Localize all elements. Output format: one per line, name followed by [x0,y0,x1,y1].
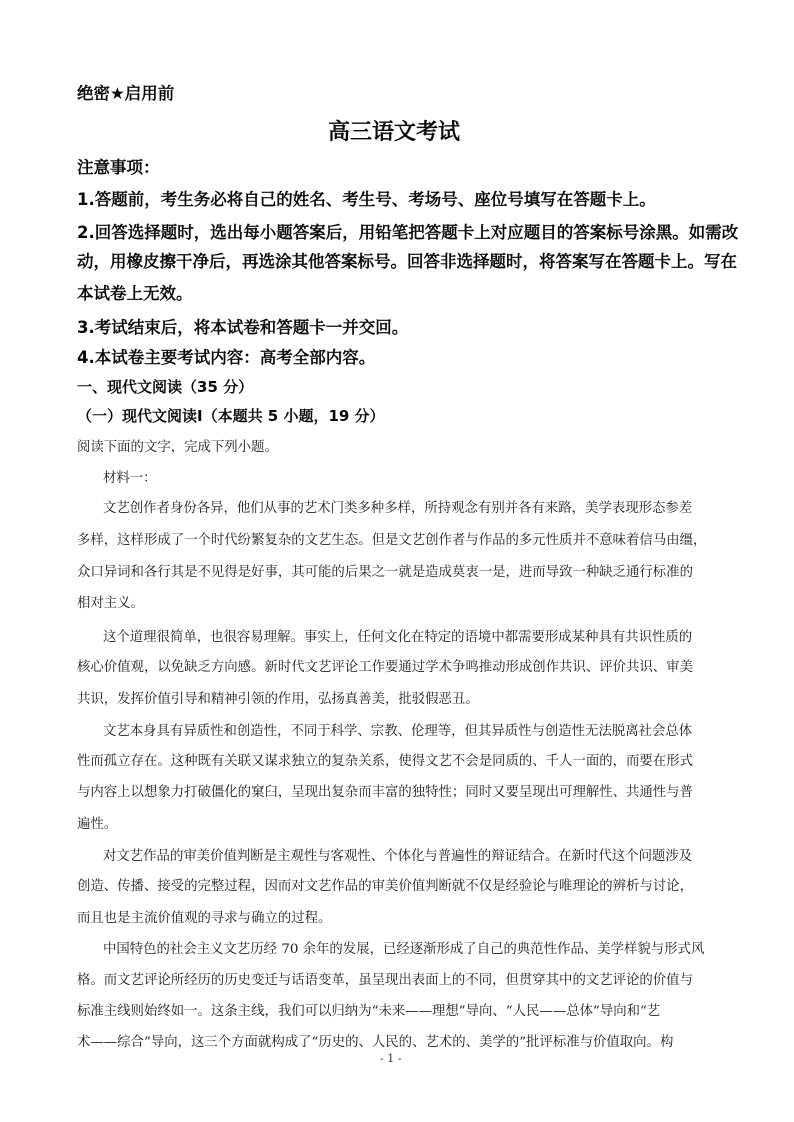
subsection-heading: （一）现代文阅读Ⅰ（本题共 5 小题，19 分） [77,407,385,425]
passage-line: 多样，这样形成了一个时代纷繁复杂的文艺生态。但是文艺创作者与作品的多元性质并不意味着信马由缰， [77,533,707,548]
passage-line: 而且也是主流价值观的寻求与确立的过程。 [77,911,332,926]
material-label: 材料一： [103,471,157,486]
passage-line: 术——综合”导向，这三个方面就构成了“历史的、人民的、艺术的、美学的”批评标准与价值取向。构 [77,1035,674,1050]
passage-line: 这个道理很简单，也很容易理解。事实上，任何文化在特定的语境中都需要形成某种具有共识性质的 [103,630,693,645]
confidential-mark: 绝密★启用前 [77,84,175,103]
notice-heading: 注意事项： [77,158,160,177]
passage-line: 与内容上以想象力打破僵化的窠臼，呈现出复杂而丰富的独特性；同时又要呈现出可理解性、共通性与普 [77,785,693,800]
notice-item-4: 4.本试卷主要考试内容：高考全部内容。 [77,348,376,367]
passage-line: 性而孤立存在。这种既有关联又谋求独立的复杂关系，使得文艺不会是同质的、千人一面的，而要在形式 [77,754,693,769]
passage-line: 格。而文艺评论所经历的历史变迁与话语变革，虽呈现出表面上的不同，但贯穿其中的文艺评论的价值与 [77,973,693,988]
passage-line: 文艺创作者身份各异，他们从事的艺术门类多种多样，所持观念有别并各有来路，美学表现形态参差 [103,501,693,516]
passage-line: 众口异词和各行其是不见得是好事，其可能的后果之一就是造成莫衷一是，进而导致一种缺乏通行标准的 [77,565,693,580]
passage-line: 对文艺作品的审美价值判断是主观性与客观性、个体化与普遍性的辩证结合。在新时代这个问题涉及 [103,849,693,864]
passage-line: 核心价值观，以免缺乏方向感。新时代文艺评论工作要通过学术争鸣推动形成创作共识、评价共识、审美 [77,660,693,675]
page-number: - 1 - [380,1052,402,1065]
notice-item-2-line-1: 2.回答选择题时，选出每小题答案后，用铅笔把答题卡上对应题目的答案标号涂黑。如需改 [77,223,739,242]
passage-line: 相对主义。 [77,596,144,611]
passage-line: 创造、传播、接受的完整过程，因而对文艺作品的审美价值判断就不仅是经验论与唯理论的辨析与讨论， [77,879,693,894]
passage-line: 中国特色的社会主义文艺历经 70 余年的发展，已经逐渐形成了自己的典范性作品、美学样貌与形式风 [103,942,705,957]
section-heading-part-1: 一、现代文阅读（35 分） [77,378,254,396]
notice-item-1: 1.答题前，考生务必将自己的姓名、考生号、考场号、座位号填写在答题卡上。 [77,190,656,209]
passage-line: 标准主线则始终如一。这条主线，我们可以归纳为“未来——理想”导向、“人民——总体”导向和“艺 [77,1004,661,1019]
reading-instruction: 阅读下面的文字，完成下列小题。 [77,440,278,455]
passage-line: 共识，发挥价值引导和精神引领的作用，弘扬真善美，批驳假恶丑。 [77,692,479,707]
page-title: 高三语文考试 [328,120,461,145]
notice-item-2-line-2: 动，用橡皮擦干净后，再选涂其他答案标号。回答非选择题时，将答案写在答题卡上。写在 [77,252,737,271]
notice-item-2-line-3: 本试卷上无效。 [77,284,193,303]
passage-line: 文艺本身具有异质性和创造性，不同于科学、宗教、伦理等，但其异质性与创造性无法脱离社会总体 [103,724,693,739]
passage-line: 遍性。 [77,817,118,832]
notice-item-3: 3.考试结束后，将本试卷和答题卡一并交回。 [77,318,409,337]
